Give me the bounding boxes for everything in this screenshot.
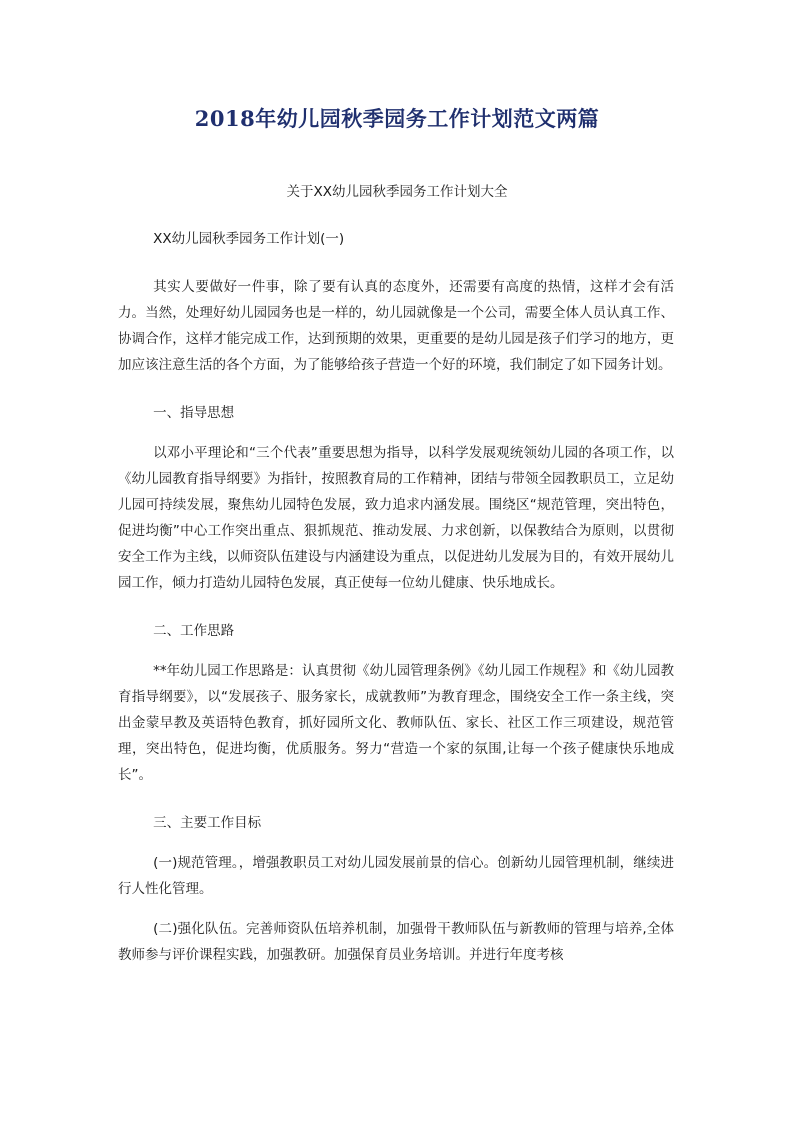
section-heading-guiding-ideology: 一、指导思想 bbox=[153, 405, 235, 421]
section-heading-main-goals: 三、主要工作目标 bbox=[153, 815, 262, 831]
plan-heading: XX幼儿园秋季园务工作计划(一) bbox=[153, 231, 345, 247]
section-paragraph-work-approach: **年幼儿园工作思路是：认真贯彻《幼儿园管理条例》《幼儿园工作规程》和《幼儿园教育指导纲要》，以“发展孩子、服务家长，成就教师”为教育理念，围绕安全工作一条主线，突出金蒙早教及英语特色教育，抓好园所文化、教师队伍、家长、社区工作三项建设，规范管理，突出特色，促进均衡，优质服务。努力“营造一个家的氛围,让每一个孩子健康快乐地成长”。 bbox=[118, 663, 674, 783]
goal-item-standardize-management: (一)规范管理。，增强教职员工对幼儿园发展前景的信心。创新幼儿园管理机制，继续进行人性化管理。 bbox=[118, 855, 674, 897]
section-heading-work-approach: 二、工作思路 bbox=[153, 623, 235, 639]
section-paragraph-guiding-ideology: 以邓小平理论和“三个代表”重要思想为指导，以科学发展观统领幼儿园的各项工作，以《幼儿园教育指导纲要》为指针，按照教育局的工作精神，团结与带领全园教职员工，立足幼儿园可持续发展，聚焦幼儿园特色发展，致力追求内涵发展。围绕区“规范管理，突出特色，促进均衡”中心工作突出重点、狠抓规范、推动发展、力求创新，以保教结合为原则，以贯彻安全工作为主线，以师资队伍建设与内涵建设为重点，以促进幼儿发展为目的，有效开展幼儿园工作，倾力打造幼儿园特色发展，真正使每一位幼儿健康、快乐地成长。 bbox=[118, 445, 674, 591]
document-title: 2018年幼儿园秋季园务工作计划范文两篇 bbox=[194, 106, 600, 131]
document-body bbox=[118, 226, 674, 968]
document-subtitle: 关于XX幼儿园秋季园务工作计划大全 bbox=[286, 184, 508, 200]
goal-item-strengthen-team: (二)强化队伍。完善师资队伍培养机制，加强骨干教师队伍与新教师的管理与培养,全体教师参与评价课程实践，加强教研。加强保育员业务培训。并进行年度考核 bbox=[118, 921, 674, 963]
intro-paragraph: 其实人要做好一件事，除了要有认真的态度外，还需要有高度的热情，这样才会有活力。当然，处理好幼儿园园务也是一样的，幼儿园就像是一个公司，需要全体人员认真工作、协调合作，这样才能完成工作，达到预期的效果，更重要的是幼儿园是孩子们学习的地方，更加应该注意生活的各个方面，为了能够给孩子营造一个好的环境，我们制定了如下园务计划。 bbox=[118, 279, 674, 373]
